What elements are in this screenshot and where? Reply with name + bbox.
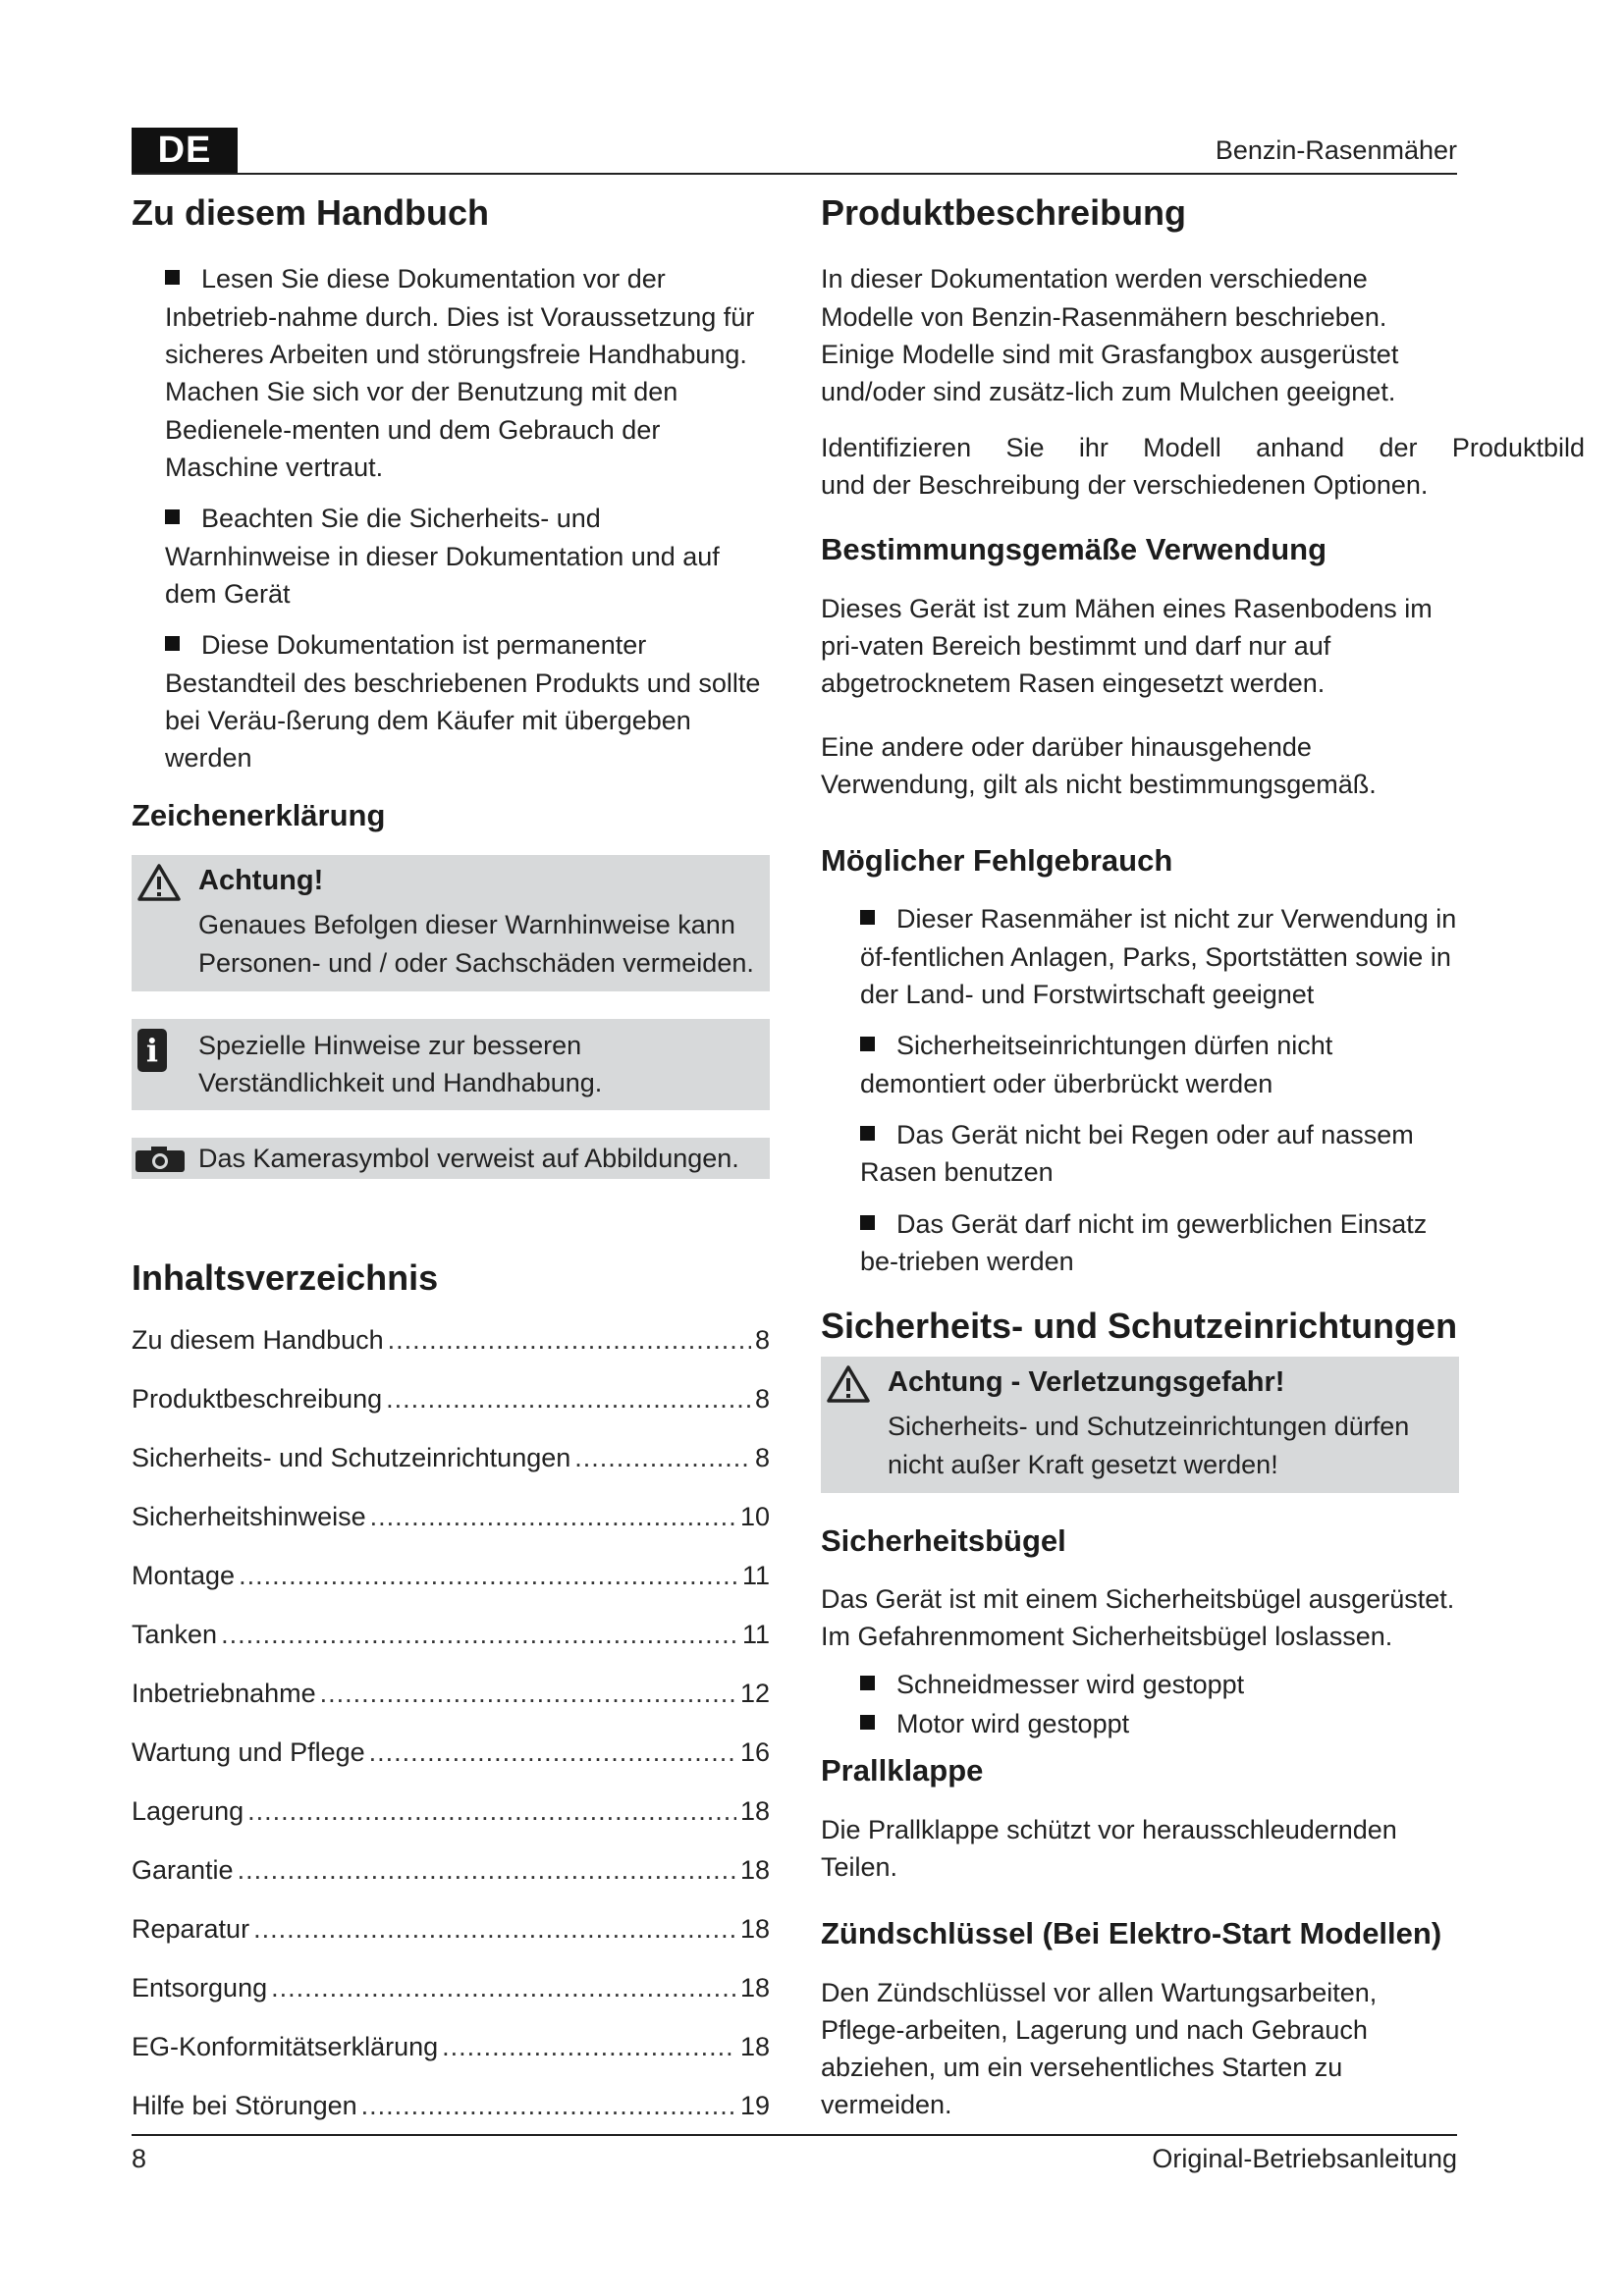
toc-entry[interactable]: Zu diesem Handbuch ..... 8 <box>132 1321 770 1380</box>
warning-triangle-icon <box>827 1364 870 1404</box>
safety-bar-bullet: Motor wird gestoppt <box>860 1705 1459 1742</box>
warning-box <box>132 855 770 991</box>
bullet-square-icon <box>860 910 875 925</box>
misuse-heading: Möglicher Fehlgebrauch <box>821 843 1173 879</box>
toc-entry[interactable]: Sicherheitshinweise ..... 10 <box>132 1498 770 1557</box>
about-heading: Zu diesem Handbuch <box>132 192 490 233</box>
bullet-square-icon <box>860 1715 875 1730</box>
misuse-bullet: Das Gerät nicht bei Regen oder auf nassem Rasen benutzen <box>860 1120 1414 1188</box>
toc-entry[interactable]: Hilfe bei Störungen ..... 19 <box>132 2087 770 2146</box>
flap-heading: Prallklappe <box>821 1753 984 1789</box>
safety-warning-title: Achtung - Verletzungsgefahr! <box>888 1365 1285 1398</box>
header-rule <box>132 173 1457 175</box>
toc-heading: Inhaltsverzeichnis <box>132 1257 439 1299</box>
legend-heading: Zeichenerklärung <box>132 797 386 832</box>
toc-entry[interactable]: Garantie ..... 18 <box>132 1851 770 1910</box>
language-badge: DE <box>132 128 238 173</box>
intended-use-text: Dieses Gerät ist zum Mähen eines Rasenbodens im pri-vaten Bereich bestimmt und darf nur auf abgetrocknetem Rasen eingesetzt werden. <box>821 593 1433 699</box>
bullet-square-icon <box>860 1676 875 1690</box>
footer-page-number: 8 <box>132 2144 147 2173</box>
product-identify-line1: Identifizieren Sie ihr Modell anhand der Produktbild <box>821 432 1585 462</box>
toc-entry[interactable]: Lagerung ..... 18 <box>132 1792 770 1851</box>
bullet-square-icon <box>860 1037 875 1051</box>
toc-entry[interactable]: EG-Konformitätserklärung ..... 18 <box>132 2028 770 2087</box>
bullet-square-icon <box>165 270 180 285</box>
footer-rule <box>132 2134 1457 2136</box>
page-header <box>132 128 1457 177</box>
bullet-square-icon <box>860 1126 875 1141</box>
misuse-bullet: Sicherheitseinrichtungen dürfen nicht demontiert oder überbrückt werden <box>860 1031 1333 1098</box>
toc-entry[interactable]: Tanken ..... 11 <box>132 1616 770 1675</box>
intended-use-note: Eine andere oder darüber hinausgehende Verwendung, gilt als nicht bestimmungsgemäß. <box>821 731 1377 799</box>
safety-bar-text: Das Gerät ist mit einem Sicherheitsbügel ausgerüstet. Im Gefahrenmoment Sicherheitsbügel loslassen. <box>821 1584 1455 1652</box>
table-of-contents <box>132 1321 770 2146</box>
misuse-bullet: Das Gerät darf nicht im gewerblichen Einsatz be-trieben werden <box>860 1208 1428 1276</box>
camera-icon <box>134 1146 187 1173</box>
safety-heading: Sicherheits- und Schutzeinrichtungen <box>821 1306 1458 1347</box>
bullet-square-icon <box>165 636 180 651</box>
warning-text: Genaues Befolgen dieser Warnhinweise kann Personen- und / oder Sachschäden vermeiden. <box>198 910 754 978</box>
info-text: Spezielle Hinweise zur besseren Verständlichkeit und Handhabung. <box>198 1031 603 1098</box>
bullet-square-icon <box>860 1215 875 1230</box>
key-text: Den Zündschlüssel vor allen Wartungsarbeiten, Pflege-arbeiten, Lagerung und nach Gebrauch abziehen, um ein versehentliches Starten zu vermeiden. <box>821 1977 1378 2120</box>
toc-entry[interactable]: Produktbeschreibung ..... 8 <box>132 1380 770 1439</box>
safety-bar-bullets <box>860 1666 1459 1743</box>
info-icon: i <box>137 1029 167 1072</box>
toc-entry[interactable]: Wartung und Pflege ..... 16 <box>132 1734 770 1792</box>
warning-title: Achtung! <box>198 864 324 896</box>
about-bullet: Lesen Sie diese Dokumentation vor der Inbetrieb-nahme durch. Dies ist Voraussetzung für sicheres Arbeiten und störungsfreie Handhabung. Machen Sie sich vor der Benutzung mit den Bedienele-menten und dem Gebrauch der Maschine vertraut. <box>165 264 755 483</box>
toc-entry[interactable]: Reparatur ..... 18 <box>132 1910 770 1969</box>
toc-entry[interactable]: Entsorgung ..... 18 <box>132 1969 770 2028</box>
misuse-bullet-list <box>860 900 1459 1280</box>
product-heading: Produktbeschreibung <box>821 192 1187 233</box>
product-identify-line2: und der Beschreibung der verschiedenen Optionen. <box>821 470 1429 501</box>
flap-text: Die Prallklappe schützt vor herausschleudernden Teilen. <box>821 1814 1397 1882</box>
bullet-square-icon <box>165 509 180 524</box>
header-title: Benzin-Rasenmäher <box>1215 135 1457 165</box>
camera-text: Das Kamerasymbol verweist auf Abbildungen. <box>198 1143 739 1173</box>
warning-triangle-icon <box>137 863 181 902</box>
intended-use-heading: Bestimmungsgemäße Verwendung <box>821 532 1327 567</box>
footer-title: Original-Betriebsanleitung <box>1152 2144 1457 2173</box>
toc-entry[interactable]: Inbetriebnahme ..... 12 <box>132 1675 770 1734</box>
about-bullet-list <box>165 260 770 776</box>
safety-bar-heading: Sicherheitsbügel <box>821 1522 1066 1558</box>
misuse-bullet: Dieser Rasenmäher ist nicht zur Verwendung in öf-fentlichen Anlagen, Parks, Sportstätten sowie in der Land- und Forstwirtschaft geeignet <box>860 904 1457 1010</box>
about-bullet: Diese Dokumentation ist permanenter Bestandteil des beschriebenen Produkts und sollte bei Veräu-ßerung dem Käufer mit übergeben werden <box>165 630 761 774</box>
camera-box <box>132 1138 770 1179</box>
toc-entry[interactable]: Montage ..... 11 <box>132 1557 770 1616</box>
toc-entry[interactable]: Sicherheits- und Schutzeinrichtungen ..... 8 <box>132 1439 770 1498</box>
safety-warning-box <box>821 1357 1459 1493</box>
about-bullet: Beachten Sie die Sicherheits- und Warnhinweise in dieser Dokumentation und auf dem Gerät <box>165 504 720 610</box>
right-column <box>821 192 1585 2142</box>
safety-bar-bullet: Schneidmesser wird gestoppt <box>860 1666 1459 1703</box>
left-column <box>132 192 770 2146</box>
product-description: In dieser Dokumentation werden verschiedene Modelle von Benzin-Rasenmähern beschrieben. Einige Modelle sind mit Grasfangbox ausgerüstet und/oder sind zusätz-lich zum Mulchen geeignet. <box>821 264 1399 407</box>
safety-warning-text: Sicherheits- und Schutzeinrichtungen dürfen nicht außer Kraft gesetzt werden! <box>888 1412 1410 1479</box>
key-heading: Zündschlüssel (Bei Elektro-Start Modellen) <box>821 1916 1442 1951</box>
info-box <box>132 1019 770 1110</box>
